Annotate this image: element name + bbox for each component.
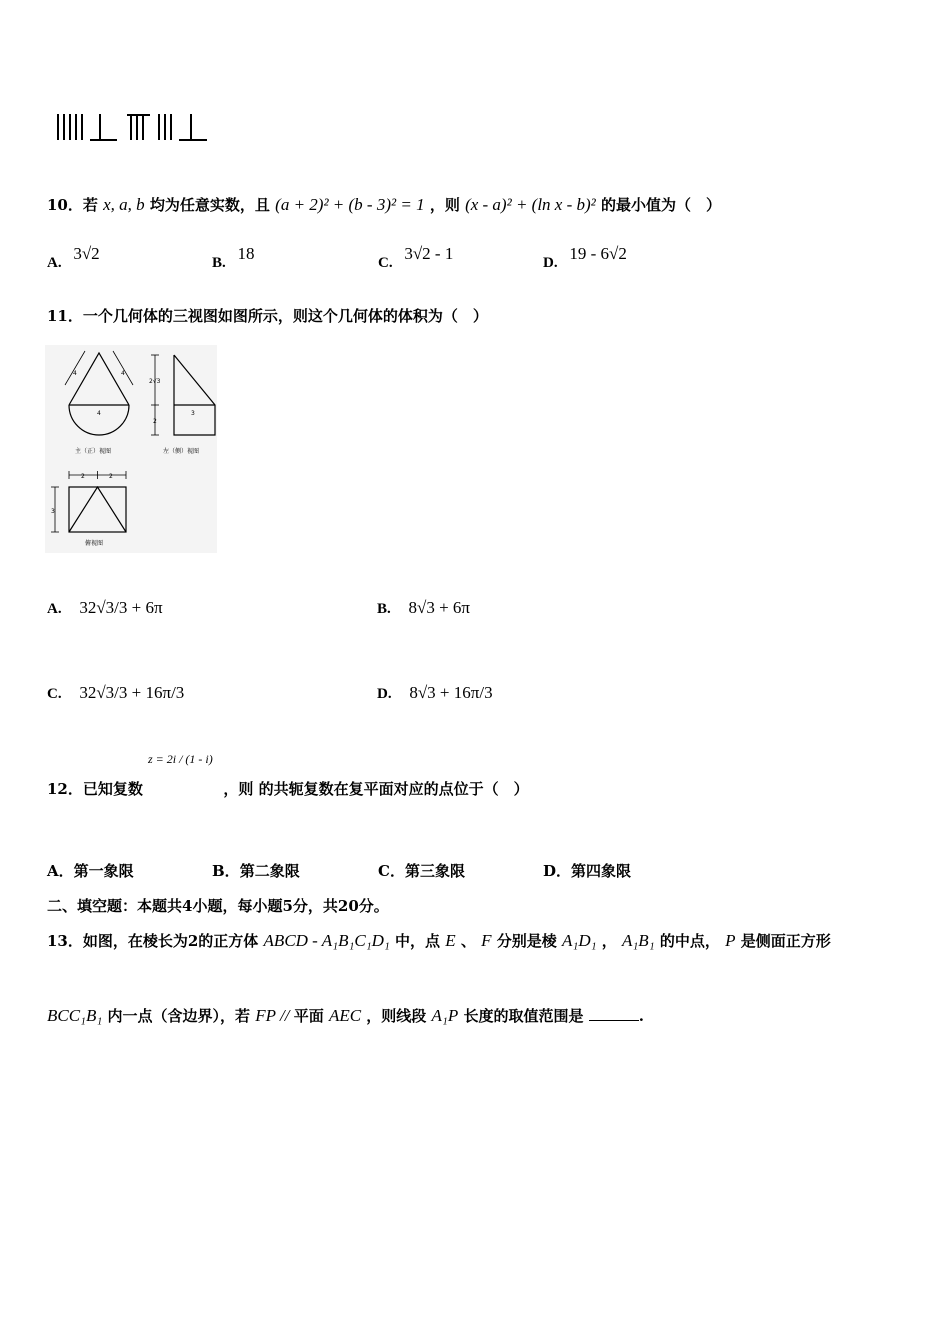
- top-dim-3: 3: [51, 508, 55, 515]
- q11-option-d: D. 8√3 + 16π/3: [377, 683, 493, 702]
- side-view: [151, 355, 215, 435]
- q12-option-d: D．第四象限: [543, 862, 632, 880]
- q12-option-b: B．第二象限: [212, 862, 300, 880]
- q10-option-b: B. 18: [212, 244, 255, 271]
- top-dim-2b: 2: [109, 473, 113, 480]
- question-13-line2: BCC₁B₁ 内一点（含边界），若 FP // 平面 AEC ，则线段 A₁P 长度的取值范围是 .: [47, 1006, 644, 1025]
- side-dim-2: 2: [153, 418, 157, 425]
- top-dim-2a: 2: [81, 473, 85, 480]
- q10-option-d: D. 19 - 6√2: [543, 244, 627, 271]
- q10-vars: x, a, b: [103, 195, 145, 214]
- q12-formula: z = 2i / (1 - i): [148, 752, 213, 766]
- question-10: 10．若 x, a, b 均为任意实数，且 (a + 2)² + (b - 3)² = 1 ，则 (x - a)² + (ln x - b)² 的最小值为（ ）: [47, 195, 722, 214]
- q12-option-c: C．第三象限: [378, 862, 465, 880]
- top-view: [51, 471, 126, 532]
- top-view-caption: 俯视图: [85, 540, 104, 547]
- q10-option-a: A. 3√2: [47, 244, 100, 271]
- front-slant-right: 4: [121, 370, 125, 377]
- side-dim-3: 3: [191, 410, 195, 417]
- q11-option-b: B. 8√3 + 6π: [377, 598, 471, 617]
- front-dim-4: 4: [97, 410, 101, 417]
- q11-option-a: A. 32√3/3 + 6π: [47, 598, 163, 617]
- q11-option-c: C. 32√3/3 + 16π/3: [47, 683, 185, 702]
- question-13-line1: 13．如图，在棱长为2的正方体 ABCD - A₁B₁C₁D₁ 中，点 E 、 F 分别是棱 A₁D₁ ， A₁B₁ 的中点， P 是侧面正方形: [47, 931, 831, 950]
- front-view-caption: 主（正）视图: [75, 448, 112, 455]
- q10-expression: (x - a)² + (ln x - b)²: [465, 195, 596, 214]
- front-slant-left: 4: [73, 370, 77, 377]
- q12-option-a: A．第一象限: [47, 862, 134, 880]
- q10-condition: (a + 2)² + (b - 3)² = 1: [275, 195, 425, 214]
- section-2-heading: 二、填空题：本题共4小题，每小题5分，共20分。: [47, 897, 389, 915]
- side-view-caption: 左（侧）视图: [163, 448, 200, 455]
- side-dim-2r3: 2√3: [149, 378, 161, 385]
- header-barcode-mark: [55, 112, 215, 144]
- question-12: 12．已知复数 ，则 的共轭复数在复平面对应的点位于（ ）: [47, 780, 529, 798]
- cube-name: ABCD - A₁B₁C₁D₁: [263, 931, 390, 950]
- answer-blank[interactable]: [589, 1020, 639, 1021]
- three-view-figure: [45, 345, 217, 553]
- front-view: [65, 351, 133, 435]
- question-11: 11．一个几何体的三视图如图所示，则这个几何体的体积为（ ）: [47, 307, 488, 325]
- q10-option-c: C. 3√2 - 1: [378, 244, 454, 271]
